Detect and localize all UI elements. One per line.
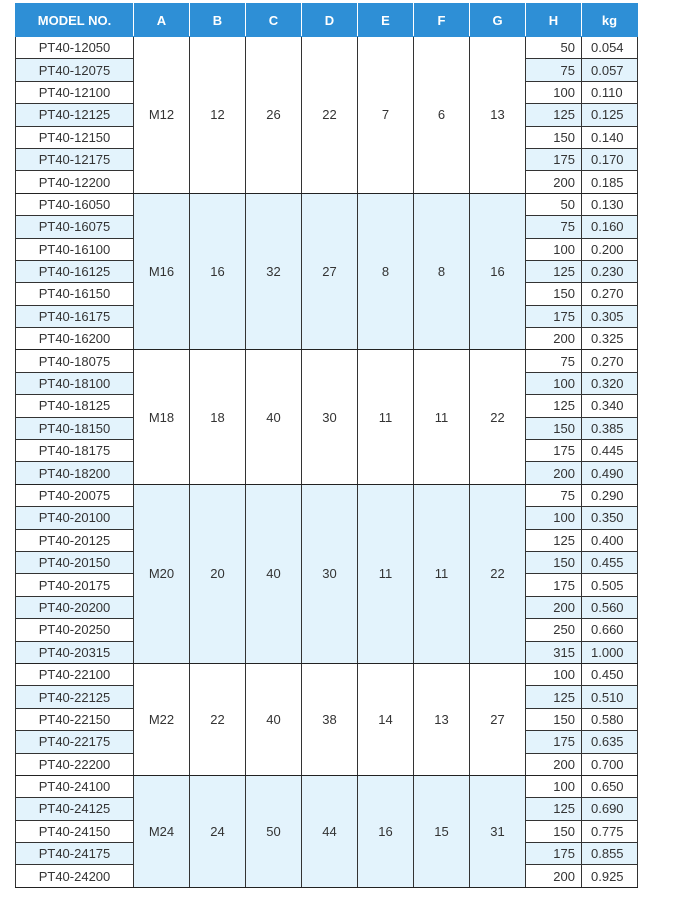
weight-kg-cell: 0.200 — [582, 238, 638, 260]
dimension-h-cell: 150 — [526, 417, 582, 439]
table-row — [16, 37, 638, 59]
dimension-h-cell: 175 — [526, 148, 582, 170]
dimension-b-cell: 12 — [190, 37, 246, 194]
model-number-cell: PT40-12125 — [16, 104, 134, 126]
model-number-cell: PT40-22175 — [16, 731, 134, 753]
dimension-d-cell: 30 — [302, 350, 358, 484]
dimension-h-cell: 125 — [526, 686, 582, 708]
weight-kg-cell: 0.455 — [582, 551, 638, 573]
dimension-h-cell: 100 — [526, 81, 582, 103]
model-number-cell: PT40-22200 — [16, 753, 134, 775]
dimension-c-cell: 40 — [246, 663, 302, 775]
dimension-c-cell: 50 — [246, 775, 302, 887]
weight-kg-cell: 0.110 — [582, 81, 638, 103]
model-number-cell: PT40-16200 — [16, 328, 134, 350]
model-number-cell: PT40-20250 — [16, 619, 134, 641]
weight-kg-cell: 0.635 — [582, 731, 638, 753]
dimension-h-cell: 315 — [526, 641, 582, 663]
model-number-cell: PT40-24175 — [16, 843, 134, 865]
dimension-h-cell: 175 — [526, 305, 582, 327]
dimension-h-cell: 150 — [526, 283, 582, 305]
model-number-cell: PT40-12200 — [16, 171, 134, 193]
dimension-h-cell: 175 — [526, 843, 582, 865]
weight-kg-cell: 0.400 — [582, 529, 638, 551]
model-number-cell: PT40-18100 — [16, 372, 134, 394]
weight-kg-cell: 0.160 — [582, 216, 638, 238]
weight-kg-cell: 0.505 — [582, 574, 638, 596]
weight-kg-cell: 0.445 — [582, 440, 638, 462]
dimension-h-cell: 75 — [526, 216, 582, 238]
header-a: A — [134, 4, 190, 37]
dimension-h-cell: 100 — [526, 238, 582, 260]
dimension-f-cell: 11 — [414, 350, 470, 484]
weight-kg-cell: 0.305 — [582, 305, 638, 327]
weight-kg-cell: 0.230 — [582, 260, 638, 282]
table-body — [16, 37, 638, 888]
model-number-cell: PT40-12050 — [16, 37, 134, 59]
model-number-cell: PT40-20075 — [16, 484, 134, 506]
weight-kg-cell: 0.510 — [582, 686, 638, 708]
weight-kg-cell: 0.290 — [582, 484, 638, 506]
dimension-a-cell: M16 — [134, 193, 190, 350]
weight-kg-cell: 0.125 — [582, 104, 638, 126]
weight-kg-cell: 0.925 — [582, 865, 638, 887]
dimension-h-cell: 100 — [526, 507, 582, 529]
spec-table-wrapper — [15, 3, 638, 888]
dimension-a-cell: M18 — [134, 350, 190, 484]
model-number-cell: PT40-18125 — [16, 395, 134, 417]
dimension-h-cell: 125 — [526, 798, 582, 820]
dimension-a-cell: M20 — [134, 484, 190, 663]
model-number-cell: PT40-24200 — [16, 865, 134, 887]
model-number-cell: PT40-20315 — [16, 641, 134, 663]
dimension-h-cell: 150 — [526, 820, 582, 842]
dimension-e-cell: 11 — [358, 484, 414, 663]
dimension-h-cell: 175 — [526, 731, 582, 753]
dimension-d-cell: 27 — [302, 193, 358, 350]
weight-kg-cell: 0.340 — [582, 395, 638, 417]
model-number-cell: PT40-20125 — [16, 529, 134, 551]
dimension-f-cell: 8 — [414, 193, 470, 350]
dimension-c-cell: 32 — [246, 193, 302, 350]
dimension-e-cell: 8 — [358, 193, 414, 350]
header-row — [16, 4, 638, 37]
dimension-f-cell: 6 — [414, 37, 470, 194]
header-h: H — [526, 4, 582, 37]
dimension-e-cell: 11 — [358, 350, 414, 484]
dimension-h-cell: 200 — [526, 596, 582, 618]
model-number-cell: PT40-18150 — [16, 417, 134, 439]
header-e: E — [358, 4, 414, 37]
weight-kg-cell: 0.450 — [582, 663, 638, 685]
dimension-h-cell: 150 — [526, 126, 582, 148]
dimension-h-cell: 200 — [526, 865, 582, 887]
weight-kg-cell: 0.130 — [582, 193, 638, 215]
model-number-cell: PT40-18175 — [16, 440, 134, 462]
dimension-c-cell: 40 — [246, 350, 302, 484]
model-number-cell: PT40-18075 — [16, 350, 134, 372]
dimension-h-cell: 200 — [526, 462, 582, 484]
dimension-h-cell: 175 — [526, 574, 582, 596]
dimension-b-cell: 24 — [190, 775, 246, 887]
dimension-h-cell: 150 — [526, 708, 582, 730]
header-c: C — [246, 4, 302, 37]
table-row — [16, 484, 638, 506]
model-number-cell: PT40-12150 — [16, 126, 134, 148]
dimension-h-cell: 125 — [526, 104, 582, 126]
weight-kg-cell: 0.700 — [582, 753, 638, 775]
model-number-cell: PT40-12075 — [16, 59, 134, 81]
weight-kg-cell: 0.140 — [582, 126, 638, 148]
dimension-f-cell: 11 — [414, 484, 470, 663]
dimension-a-cell: M12 — [134, 37, 190, 194]
dimension-a-cell: M24 — [134, 775, 190, 887]
dimension-h-cell: 100 — [526, 372, 582, 394]
weight-kg-cell: 0.270 — [582, 283, 638, 305]
dimension-h-cell: 75 — [526, 350, 582, 372]
model-number-cell: PT40-16100 — [16, 238, 134, 260]
weight-kg-cell: 0.325 — [582, 328, 638, 350]
model-number-cell: PT40-20200 — [16, 596, 134, 618]
weight-kg-cell: 1.000 — [582, 641, 638, 663]
header-d: D — [302, 4, 358, 37]
weight-kg-cell: 0.775 — [582, 820, 638, 842]
dimension-g-cell: 31 — [470, 775, 526, 887]
weight-kg-cell: 0.690 — [582, 798, 638, 820]
table-row — [16, 663, 638, 685]
dimension-h-cell: 100 — [526, 663, 582, 685]
dimension-h-cell: 250 — [526, 619, 582, 641]
table-row — [16, 193, 638, 215]
dimension-b-cell: 16 — [190, 193, 246, 350]
dimension-f-cell: 13 — [414, 663, 470, 775]
dimension-b-cell: 18 — [190, 350, 246, 484]
model-number-cell: PT40-20175 — [16, 574, 134, 596]
model-number-cell: PT40-16125 — [16, 260, 134, 282]
dimension-e-cell: 16 — [358, 775, 414, 887]
model-number-cell: PT40-18200 — [16, 462, 134, 484]
dimension-g-cell: 27 — [470, 663, 526, 775]
dimension-h-cell: 75 — [526, 59, 582, 81]
dimension-g-cell: 22 — [470, 484, 526, 663]
spec-table — [15, 3, 638, 888]
weight-kg-cell: 0.185 — [582, 171, 638, 193]
dimension-h-cell: 150 — [526, 551, 582, 573]
model-number-cell: PT40-24125 — [16, 798, 134, 820]
weight-kg-cell: 0.560 — [582, 596, 638, 618]
weight-kg-cell: 0.170 — [582, 148, 638, 170]
model-number-cell: PT40-12100 — [16, 81, 134, 103]
weight-kg-cell: 0.650 — [582, 775, 638, 797]
dimension-h-cell: 125 — [526, 260, 582, 282]
header-b: B — [190, 4, 246, 37]
weight-kg-cell: 0.490 — [582, 462, 638, 484]
dimension-d-cell: 38 — [302, 663, 358, 775]
model-number-cell: PT40-16075 — [16, 216, 134, 238]
weight-kg-cell: 0.054 — [582, 37, 638, 59]
header-f: F — [414, 4, 470, 37]
header-kg: kg — [582, 4, 638, 37]
model-number-cell: PT40-22150 — [16, 708, 134, 730]
model-number-cell: PT40-20100 — [16, 507, 134, 529]
model-number-cell: PT40-16175 — [16, 305, 134, 327]
model-number-cell: PT40-22100 — [16, 663, 134, 685]
dimension-d-cell: 30 — [302, 484, 358, 663]
model-number-cell: PT40-16150 — [16, 283, 134, 305]
dimension-h-cell: 50 — [526, 37, 582, 59]
dimension-g-cell: 22 — [470, 350, 526, 484]
weight-kg-cell: 0.057 — [582, 59, 638, 81]
weight-kg-cell: 0.855 — [582, 843, 638, 865]
dimension-c-cell: 26 — [246, 37, 302, 194]
header-model: MODEL NO. — [16, 4, 134, 37]
header-g: G — [470, 4, 526, 37]
dimension-h-cell: 100 — [526, 775, 582, 797]
table-row — [16, 775, 638, 797]
weight-kg-cell: 0.270 — [582, 350, 638, 372]
dimension-h-cell: 175 — [526, 440, 582, 462]
dimension-h-cell: 200 — [526, 171, 582, 193]
weight-kg-cell: 0.660 — [582, 619, 638, 641]
model-number-cell: PT40-12175 — [16, 148, 134, 170]
dimension-a-cell: M22 — [134, 663, 190, 775]
dimension-h-cell: 75 — [526, 484, 582, 506]
weight-kg-cell: 0.580 — [582, 708, 638, 730]
model-number-cell: PT40-20150 — [16, 551, 134, 573]
dimension-h-cell: 125 — [526, 395, 582, 417]
dimension-g-cell: 16 — [470, 193, 526, 350]
model-number-cell: PT40-16050 — [16, 193, 134, 215]
dimension-e-cell: 7 — [358, 37, 414, 194]
dimension-h-cell: 200 — [526, 753, 582, 775]
dimension-h-cell: 125 — [526, 529, 582, 551]
weight-kg-cell: 0.320 — [582, 372, 638, 394]
dimension-d-cell: 44 — [302, 775, 358, 887]
dimension-h-cell: 200 — [526, 328, 582, 350]
dimension-c-cell: 40 — [246, 484, 302, 663]
dimension-d-cell: 22 — [302, 37, 358, 194]
weight-kg-cell: 0.385 — [582, 417, 638, 439]
dimension-h-cell: 50 — [526, 193, 582, 215]
dimension-b-cell: 22 — [190, 663, 246, 775]
model-number-cell: PT40-24150 — [16, 820, 134, 842]
dimension-b-cell: 20 — [190, 484, 246, 663]
dimension-f-cell: 15 — [414, 775, 470, 887]
model-number-cell: PT40-22125 — [16, 686, 134, 708]
weight-kg-cell: 0.350 — [582, 507, 638, 529]
dimension-g-cell: 13 — [470, 37, 526, 194]
model-number-cell: PT40-24100 — [16, 775, 134, 797]
table-row — [16, 350, 638, 372]
dimension-e-cell: 14 — [358, 663, 414, 775]
